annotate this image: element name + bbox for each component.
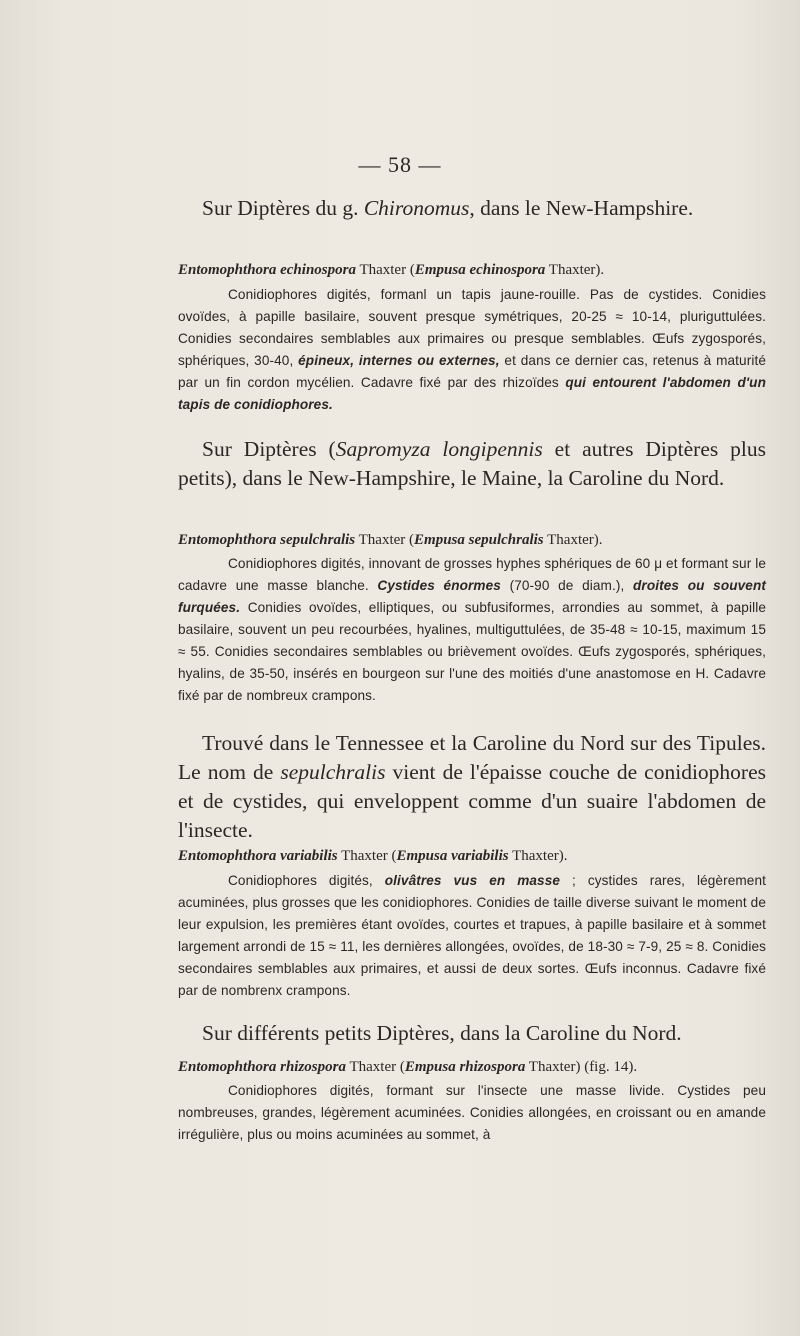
synonym-authority: Thaxter). (545, 262, 605, 278)
species-authority: Thaxter ( (345, 1059, 405, 1075)
species-synonym: Empusa sepulchralis (414, 532, 544, 548)
text-run: Conidiophores digités, innovant de grosses hyphes sphériques de 60 μ et formant sur le cadavre une masse blanche. (178, 556, 766, 593)
species-description (178, 284, 766, 416)
text-run: vient de l'épaisse couche de conidiophores et de cystides, qui enveloppent comme d'un suaire l'abdomen de l'insecte. (178, 760, 766, 842)
emphasis-run: droites ou souvent furquées. (178, 578, 766, 615)
text-run: Sur Diptères ( (202, 437, 336, 461)
habitat-paragraph (178, 729, 766, 845)
species-heading (178, 846, 766, 866)
text-run: Conidiophores digités, formant sur l'insecte une masse livide. Cystides peu nombreuses, grandes, légèrement acuminées. Conidies allongées, en croissant ou en amande irrégulière, plus ou moins acuminées au sommet, à (178, 1083, 766, 1142)
text-run: (70-90 de diam.), (500, 578, 634, 593)
habitat-paragraph (178, 435, 766, 493)
species-heading (178, 530, 766, 550)
species-description (178, 553, 766, 707)
species-authority: Thaxter ( (337, 848, 397, 864)
species-synonym: Empusa echinospora (414, 262, 546, 278)
habitat-paragraph (178, 1019, 766, 1048)
synonym-authority: Thaxter) (fig. 14). (525, 1059, 638, 1075)
species-description (178, 870, 766, 1002)
emphasis-run: Cystides énormes (377, 578, 501, 593)
species-heading (178, 260, 766, 280)
species-name: Entomophthora sepulchralis (178, 532, 356, 548)
text-run: Conidiophores digités, (228, 873, 385, 888)
text-run: Conidiophores digités, formanl un tapis jaune-rouille. Pas de cystides. Conidies ovoïdes, à papille basilaire, souvent presque symétriques, 20-25 ≈ 10-14, pluriguttulées. Conidies secondaires semblables aux primaires ou presque semblables. Œufs zygosporés, sphériques, 30-40, (178, 287, 766, 368)
habitat-paragraph (178, 194, 766, 223)
text-run: et dans ce dernier cas, retenus à maturité par un fin cordon mycélien. Cadavre fixé par des rhizoïdes (178, 353, 766, 390)
emphasis-run: qui entourent l'abdomen d'un tapis de conidiophores. (178, 375, 766, 412)
species-authority: Thaxter ( (355, 262, 415, 278)
species-synonym: Empusa rhizospora (404, 1059, 526, 1075)
taxon-italic: Chironomus (363, 196, 470, 220)
page-number: — 58 — (358, 152, 442, 177)
text-run: Sur Diptères du g. (202, 196, 364, 220)
text-run: , dans le New-Hampshire. (469, 196, 694, 220)
text-run: Trouvé dans le Tennessee et la Caroline du Nord sur des Tipules. Le nom de (178, 731, 766, 784)
species-authority: Thaxter ( (355, 532, 415, 548)
emphasis-run: épineux, internes ou externes, (298, 353, 500, 368)
synonym-authority: Thaxter). (543, 532, 603, 548)
species-name: Entomophthora rhizospora (178, 1059, 346, 1075)
species-name: Entomophthora echinospora (178, 262, 356, 278)
species-synonym: Empusa variabilis (396, 848, 509, 864)
text-run: Conidies ovoïdes, elliptiques, ou subfusiformes, arrondies au sommet, à papille basilaire, souvent un peu recourbées, hyalines, multiguttulées, de 35-48 ≈ 10-15, maximum 15 ≈ 55. Conidies secondaires semblables ou brièvement ovoïdes. Œufs zygosporés, sphériques, hyalins, de 35-50, insérés en bourgeon sur l'une des moitiés d'une anastomose en H. Cadavre fixé par de nombreux crampons. (178, 600, 766, 703)
taxon-italic: Sapromyza longipennis (335, 437, 543, 461)
species-description (178, 1080, 766, 1146)
text-run: ; cystides rares, légèrement acuminées, plus grosses que les conidiophores. Conidies de taille diverse suivant le moment de leur expulsion, les premières étant ovoïdes, courtes et trapues, à papille basilaire et à sommet largement arrondi de 15 ≈ 11, les dernières allongées, ovoïdes, de 18-30 ≈ 7-9, 25 ≈ 8. Conidies secondaires semblables aux primaires, et aussi de deux sortes. Œufs inconnus. Cadavre fixé par de nombrenx crampons. (178, 873, 766, 998)
emphasis-run: olivâtres vus en masse (384, 873, 561, 888)
synonym-authority: Thaxter). (508, 848, 568, 864)
species-name: Entomophthora variabilis (178, 848, 338, 864)
species-heading (178, 1057, 766, 1077)
text-run: Sur différents petits Diptères, dans la Caroline du Nord. (202, 1021, 682, 1045)
taxon-italic: sepulchralis (280, 760, 386, 784)
text-run: et autres Diptères plus petits), dans le New-Hampshire, le Maine, la Caroline du Nord. (178, 437, 766, 490)
